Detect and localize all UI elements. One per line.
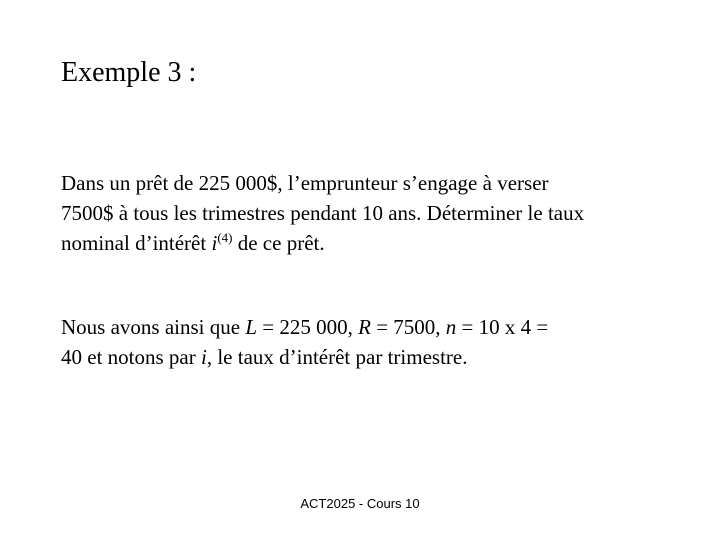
solution-line-1 bbox=[61, 312, 548, 342]
problem-line-3-prefix: nominal d’intérêt bbox=[61, 231, 212, 255]
periods-variable-n: n bbox=[445, 315, 457, 339]
solution-line-2 bbox=[61, 342, 548, 372]
solution-text-1: Nous avons ainsi que bbox=[61, 315, 246, 339]
problem-line-3 bbox=[61, 228, 584, 258]
slide-title: Exemple 3 : bbox=[61, 57, 197, 88]
rate-variable-i: i bbox=[200, 345, 207, 369]
problem-statement bbox=[61, 168, 584, 258]
problem-line-3-suffix: de ce prêt. bbox=[232, 231, 325, 255]
loan-variable-L: L bbox=[245, 315, 258, 339]
solution-text-2: = 225 000, bbox=[257, 315, 359, 339]
problem-line-1: Dans un prêt de 225 000$, l’emprunteur s’engage à verser bbox=[61, 171, 549, 195]
solution-setup bbox=[61, 312, 548, 372]
solution-text-5: 40 et notons par bbox=[61, 345, 201, 369]
solution-text-6: , le taux d’intérêt par trimestre. bbox=[206, 345, 468, 369]
solution-text-3: = 7500, bbox=[370, 315, 446, 339]
payment-variable-R: R bbox=[358, 315, 371, 339]
solution-text-4: = 10 x 4 = bbox=[456, 315, 549, 339]
rate-superscript: (4) bbox=[217, 230, 233, 245]
problem-line-2: 7500$ à tous les trimestres pendant 10 ans. Déterminer le taux bbox=[61, 201, 585, 225]
rate-variable: i bbox=[211, 231, 218, 255]
slide-footer: ACT2025 - Cours 10 bbox=[300, 496, 420, 511]
